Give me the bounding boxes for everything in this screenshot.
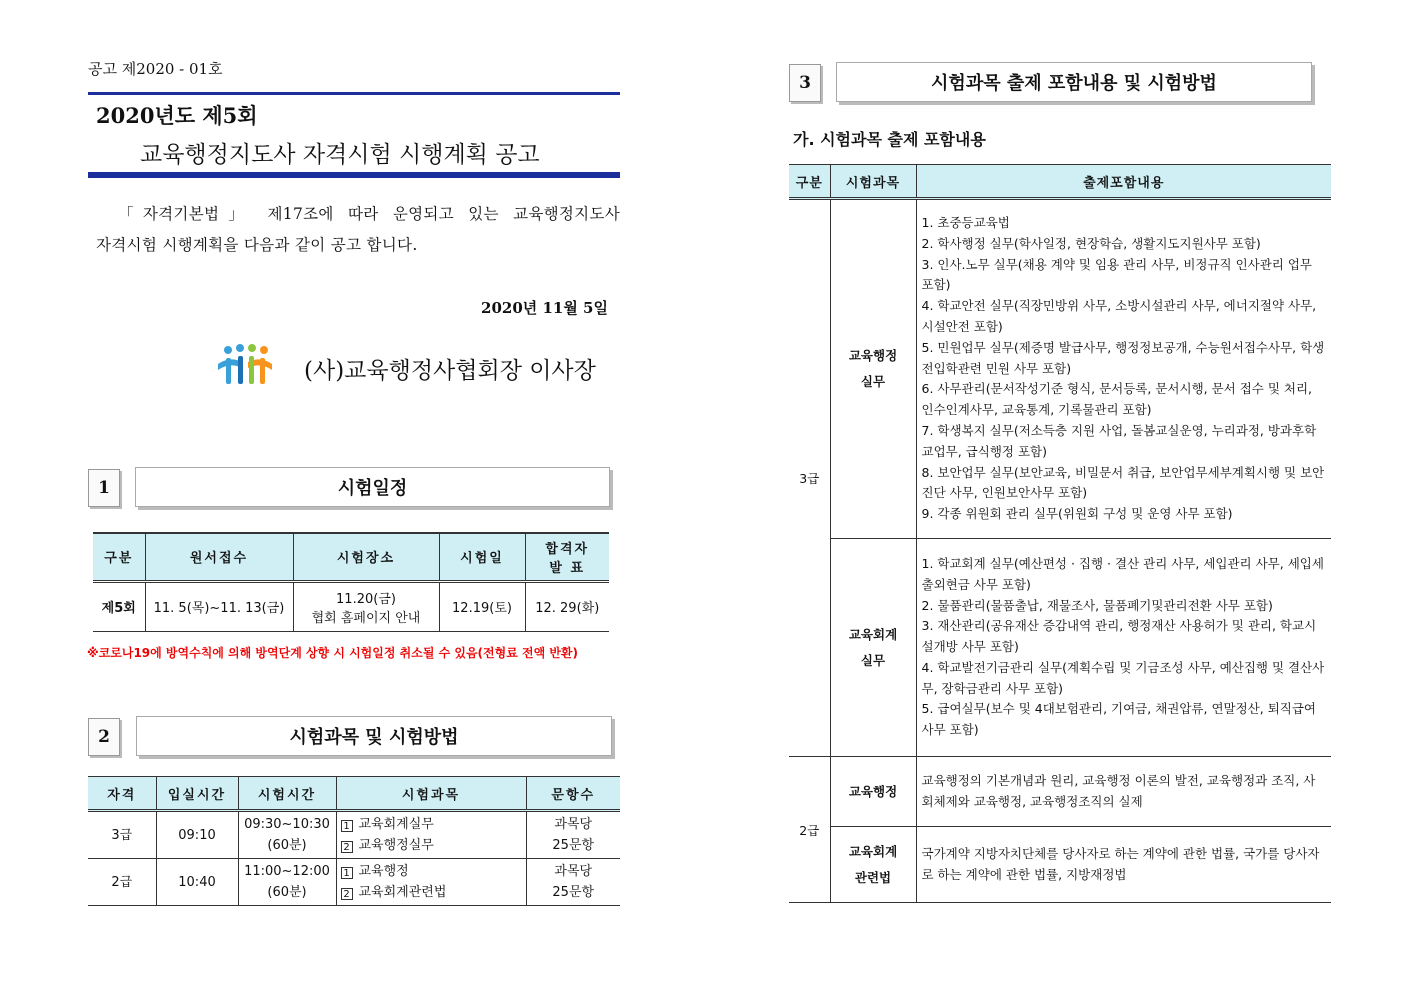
section-2-number: 2: [88, 718, 120, 756]
title-rule-top: [88, 92, 620, 95]
section-3-title: 시험과목 출제 포함내용 및 시험방법: [836, 62, 1312, 102]
header-round: 구분: [93, 533, 145, 581]
list-item: 8. 보안업무 실무(보안교육, 비밀문서 취급, 보안업무세부계획시행 및 보안진단 사무, 인원보안사무 포함): [921, 464, 1325, 501]
list-item: 5. 민원업무 실무(제증명 발급사무, 행정정보공개, 수능원서접수사무, 학생전입학관련 민원 사무 포함): [921, 339, 1325, 376]
header-announcement-line-1: 합격자: [545, 541, 590, 557]
header-content: 출제포함내용: [916, 165, 1331, 199]
notice-number: 공고 제2020 - 01호: [88, 60, 223, 78]
association-logo-icon: [216, 342, 274, 388]
cell-content-accounting-practice: [916, 539, 1331, 757]
cell-subject-accounting-practice: [830, 539, 916, 757]
cell-subjects: [336, 859, 526, 906]
list-item: 6. 사무관리(문서작성기준 형식, 문서등록, 문서시행, 문서 접수 및 처리, 인수인계사무, 교육통계, 기록물관리 포함): [921, 381, 1313, 418]
title-rule-bottom: [88, 172, 620, 178]
cell-subject-accounting-law: [830, 827, 916, 903]
cell-round: 제5회: [93, 581, 145, 631]
cell-application: 11. 5(목)~11. 13(금): [145, 581, 293, 631]
subject-name: 교육행정실무: [358, 838, 434, 853]
header-exam-time: 시험시간: [238, 777, 336, 811]
list-item: 1. 초중등교육법: [921, 215, 1010, 231]
cell-count-line-1: 과목당: [554, 864, 593, 879]
subject-line-1: 교육회계: [848, 843, 898, 859]
cell-time-line-1: 09:30~10:30: [244, 817, 330, 832]
subject-line-1: 교육회계: [848, 626, 898, 642]
list-item: 3. 인사.노무 실무(채용 계약 및 임용 관리 사무, 비정규직 인사관리 업무 포함): [921, 256, 1313, 293]
table-row: [789, 199, 1331, 539]
list-item: 7. 학생복지 실무(저소득층 지원 사업, 돌봄교실운영, 누리과정, 방과후학교업무, 급식행정 포함): [921, 422, 1317, 459]
exam-schedule-table: [93, 532, 609, 632]
list-item: 1. 학교회계 실무(예산편성 · 집행 · 결산 관리 사무, 세입관리 사무, 세입세출외현금 사무 포함): [921, 555, 1324, 592]
subject-number: 2: [341, 888, 353, 900]
cell-count-line-2: 25문항: [552, 838, 595, 853]
list-item: 5. 급여실무(보수 및 4대보험관리, 기여금, 채권압류, 연말정산, 퇴직급여 사무 포함): [921, 701, 1316, 738]
header-announcement-line-2: 발 표: [549, 560, 586, 576]
cell-content-accounting-law: 국가계약 지방자치단체를 당사자로 하는 계약에 관한 법률, 국가를 당사자로 하는 계약에 관한 법률, 지방재정법: [916, 827, 1331, 903]
cell-count-line-1: 과목당: [554, 817, 593, 832]
cell-time-line-2: (60분): [267, 885, 307, 900]
cell-time: [238, 811, 336, 859]
cell-grade-3: 3급: [789, 199, 830, 757]
title-line-1: 2020년도 제5회: [96, 103, 258, 128]
cell-entry: 10:40: [156, 859, 238, 906]
subject-number: 1: [341, 867, 353, 879]
subject-number: 2: [341, 841, 353, 853]
cell-time-line-1: 11:00~12:00: [244, 864, 330, 879]
section-1-title: 시험일정: [135, 467, 610, 507]
list-item: 4. 학교안전 실무(직장민방위 사무, 소방시설관리 사무, 에너지절약 사무, 시설안전 포함): [921, 298, 1317, 334]
cell-grade: 2급: [88, 859, 156, 906]
subject-name: 교육행정: [358, 864, 409, 879]
subject-item: [341, 882, 526, 903]
cell-subject-admin: 교육행정: [830, 757, 916, 827]
covid-notice: ※코로나19에 방역수칙에 의해 방역단계 상향 시 시험일정 취소될 수 있음(전형료 전액 반환): [87, 646, 579, 660]
table-row: [88, 859, 620, 906]
section-2-title: 시험과목 및 시험방법: [136, 716, 612, 756]
subject-content-table: [789, 164, 1331, 903]
header-subjects: 시험과목: [336, 777, 526, 811]
header-exam-date: 시험일: [439, 533, 525, 581]
header-venue: 시험장소: [293, 533, 439, 581]
cell-entry: 09:10: [156, 811, 238, 859]
table-row: [789, 827, 1331, 903]
subject-item: [341, 814, 526, 835]
cell-subject-admin-practice: [830, 199, 916, 539]
header-subject: 시험과목: [830, 165, 916, 199]
subject-number: 1: [341, 820, 353, 832]
subject-line-1: 교육행정: [848, 348, 898, 363]
subject-item: [341, 835, 526, 856]
cell-content-admin: 교육행정의 기본개념과 원리, 교육행정 이론의 발전, 교육행정과 조직, 사회체제와 교육행정, 교육행정조직의 실제: [916, 757, 1331, 827]
section-3-number: 3: [789, 64, 821, 102]
header-entry-time: 입실시간: [156, 777, 238, 811]
cell-subjects: [336, 811, 526, 859]
section-3-subtitle: 가. 시험과목 출제 포함내용: [793, 130, 986, 149]
cell-time-line-2: (60분): [267, 838, 307, 853]
subject-name: 교육회계관련법: [358, 885, 447, 900]
header-category: 구분: [789, 165, 830, 199]
exam-subjects-table: [88, 776, 620, 906]
header-announcement: [525, 533, 609, 581]
list-item: 3. 재산관리(공유재산 증감내역 관리, 행정재산 사용허가 및 관리, 학교시설개방 사무 포함): [921, 618, 1317, 655]
cell-count-line-2: 25문항: [552, 885, 595, 900]
cell-announcement: 12. 29(화): [525, 581, 609, 631]
organization-signature: (사)교육행정사협회장 이사장: [304, 358, 596, 384]
subject-name: 교육회계실무: [358, 817, 434, 832]
cell-count: [526, 811, 620, 859]
subject-item: [341, 861, 526, 882]
list-item: 4. 학교발전기금관리 실무(계획수립 및 기금조성 사무, 예산집행 및 결산사무, 장학금관리 사무 포함): [921, 659, 1325, 696]
cell-venue-line-2: 협회 홈페이지 안내: [311, 610, 421, 626]
cell-venue: [293, 581, 439, 631]
subject-line-2: 실무: [860, 652, 886, 668]
list-item: 9. 각종 위원회 관리 실무(위원회 구성 및 운영 사무 포함): [921, 506, 1233, 522]
intro-text-line-2: 자격시험 시행계획을 다음과 같이 공고 합니다.: [96, 236, 418, 254]
subject-line-2: 관련법: [854, 869, 892, 885]
list-item: 2. 물품관리(물품출납, 재물조사, 물품폐기및관리전환 사무 포함): [921, 597, 1273, 613]
list-item: 2. 학사행정 실무(학사일정, 현장학습, 생활지도지원사무 포함): [921, 235, 1261, 251]
table-row: [88, 811, 620, 859]
cell-exam-date: 12.19(토): [439, 581, 525, 631]
cell-time: [238, 859, 336, 906]
cell-count: [526, 859, 620, 906]
intro-text-line-1: 「자격기본법」 제17조에 따라 운영되고 있는 교육행정지도사: [118, 205, 620, 223]
header-question-count: 문항수: [526, 777, 620, 811]
cell-content-admin-practice: [916, 199, 1331, 539]
title-line-2: 교육행정지도사 자격시험 시행계획 공고: [140, 142, 540, 168]
cell-grade-2: 2급: [789, 757, 830, 903]
notice-date: 2020년 11월 5일: [481, 299, 608, 317]
table-row: [789, 539, 1331, 757]
table-row: [93, 581, 609, 631]
header-application: 원서접수: [145, 533, 293, 581]
cell-venue-line-1: 11.20(금): [336, 591, 396, 607]
section-1-number: 1: [88, 469, 120, 507]
cell-grade: 3급: [88, 811, 156, 859]
table-row: [789, 757, 1331, 827]
subject-line-2: 실무: [860, 374, 886, 389]
header-grade: 자격: [88, 777, 156, 811]
